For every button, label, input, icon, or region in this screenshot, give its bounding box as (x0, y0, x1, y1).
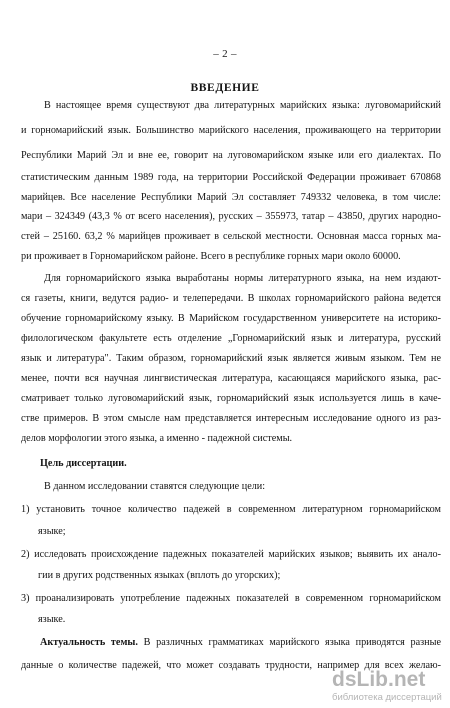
text-line: менее, почти вся научная лингвистическая литература, касающаяся марийского языка, рас- (21, 373, 441, 384)
text-line: Для горномарийского языка выработаны нормы литературного языка, на нем издают- (44, 273, 441, 284)
list-item-cont: гии в других родственных языках (вплоть до угорских); (38, 570, 281, 581)
text-line: язык и литература". Таким образом, горномарийский язык является живым языком. Тем не (21, 353, 441, 364)
text-line: ся газеты, книги, ведутся радио- и телепередачи. В школах горномарийского района ведется (21, 293, 441, 304)
relevance-heading: Актуальность темы. (40, 637, 138, 648)
text-line: обучение горномарийскому языку. В Марийском государственном университете на историко- (21, 313, 441, 324)
text-line: делов морфологии этого языка, а именно - падежной системы. (21, 433, 293, 444)
text-line: филологическом факультете есть отделение „Горномарийский язык и литература, русский (21, 333, 441, 344)
text-line: данные о количестве падежей, что может создавать трудности, например для всех желаю- (21, 660, 441, 671)
list-item-cont: языке. (38, 614, 66, 625)
text-line: и горномарийский язык. Большинство марийского населения, проживающего на территории (21, 125, 441, 136)
list-item-cont: языке; (38, 526, 66, 537)
watermark (332, 668, 444, 704)
list-item: 1) установить точное количество падежей в современном литературном горномарийском (21, 504, 441, 515)
text-line: В настоящее время существуют два литературных марийских языка: луговомарийский (44, 100, 441, 111)
text-line: ри проживает в Горномарийском районе. Всего в республике горных мари около 60000. (21, 251, 401, 262)
text-line (40, 636, 441, 649)
text-line: мари – 324349 (43,3 % от всего населения), русских – 355973, татар – 43850, других народно- (21, 211, 441, 222)
page-number: – 2 – (213, 48, 237, 60)
text-line: Республики Марий Эл и вне ее, говорит на луговомарийском языке или его диалектах. По (21, 150, 441, 161)
text-span: В различных грамматиках марийского языка приводятся разные (137, 637, 441, 648)
section-title: ВВЕДЕНИЕ (190, 82, 260, 94)
text-line: статистическим данным 1989 года, на территории Российской Федерации проживает 670868 (21, 172, 441, 183)
watermark-logo: dsLib.net (332, 668, 426, 691)
list-item: 2) исследовать происхождение падежных показателей марийских языков; выявить их анало- (21, 549, 441, 560)
text-line: марийцев. Все население Республики Марий Эл составляет 749332 человека, в том числе: (21, 192, 441, 203)
watermark-subtitle: библиотека диссертаций (332, 692, 442, 703)
text-line: стве примеров. В этом смысле нам представляется интересным исследование одного из раз- (21, 413, 441, 424)
heading-goal: Цель диссертации. (40, 458, 127, 469)
text-line: сматривает только луговомарийский язык, горномарийский язык используется лишь в каче- (21, 393, 441, 404)
text-line: В данном исследовании ставятся следующие цели: (44, 481, 266, 492)
text-line: стей – 25160. 63,2 % марийцев проживает в сельской местности. Основная масса горных ма- (21, 231, 441, 242)
list-item: 3) проанализировать употребление падежных показателей в современном горномарийском (21, 593, 441, 604)
